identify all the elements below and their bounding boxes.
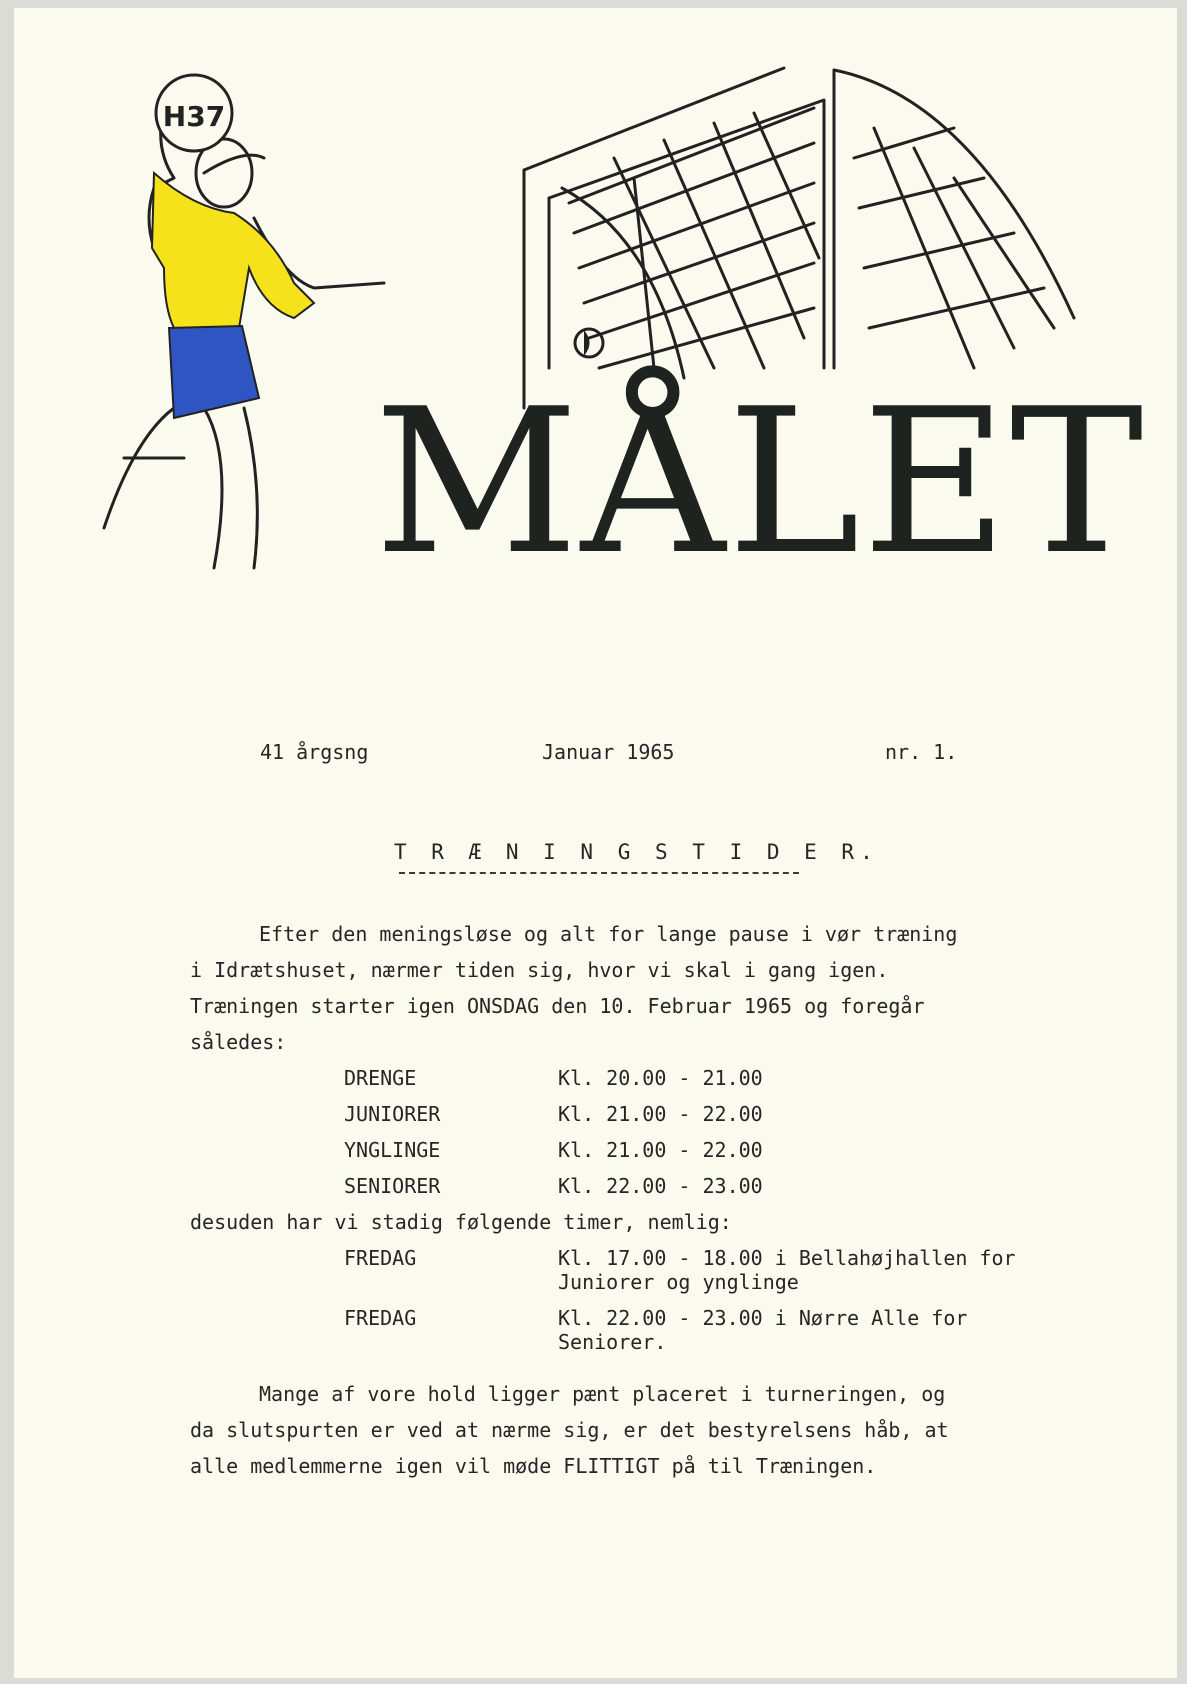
- schedule-group: JUNIORER: [344, 1102, 441, 1126]
- closing-line-1: Mange af vore hold ligger pænt placeret i turneringen, og: [259, 1382, 946, 1406]
- intro-line-3: Træningen starter igen ONSDAG den 10. Februar 1965 og foregår: [190, 994, 925, 1018]
- schedule-group: YNGLINGE: [344, 1138, 441, 1162]
- schedule-group: DRENGE: [344, 1066, 417, 1090]
- extra-time-line1: Kl. 22.00 - 23.00 i Nørre Alle for: [558, 1306, 968, 1330]
- schedule-group: SENIORER: [344, 1174, 441, 1198]
- intro-line-1: Efter den meningsløse og alt for lange pause i vør træning: [259, 922, 958, 946]
- extra-intro: desuden har vi stadig følgende timer, nemlig:: [190, 1210, 732, 1234]
- closing-line-3: alle medlemmerne igen vil møde FLITTIGT på til Træningen.: [190, 1454, 877, 1478]
- extra-time-line2: Juniorer og ynglinge: [558, 1270, 799, 1294]
- article-heading: T R Æ N I N G S T I D E R.: [394, 840, 879, 864]
- schedule-time: Kl. 20.00 - 21.00: [558, 1066, 763, 1090]
- newsletter-page: [14, 8, 1177, 1678]
- closing-line-2: da slutspurten er ved at nærme sig, er det bestyrelsens håb, at: [190, 1418, 949, 1442]
- schedule-time: Kl. 21.00 - 22.00: [558, 1138, 763, 1162]
- schedule-time: Kl. 21.00 - 22.00: [558, 1102, 763, 1126]
- extra-time-line2: Seniorer.: [558, 1330, 667, 1354]
- issue-number: nr. 1.: [885, 740, 958, 764]
- heading-underline: [399, 872, 799, 874]
- issue-date: Januar 1965: [542, 740, 675, 764]
- extra-day: FREDAG: [344, 1306, 417, 1330]
- masthead-title: MÅLET: [374, 366, 1146, 599]
- extra-day: FREDAG: [344, 1246, 417, 1270]
- ball-logo-text: H37: [162, 100, 226, 133]
- schedule-time: Kl. 22.00 - 23.00: [558, 1174, 763, 1198]
- intro-line-4: således:: [190, 1030, 287, 1054]
- issue-volume: 41 årgsng: [260, 740, 369, 764]
- extra-time-line1: Kl. 17.00 - 18.00 i Bellahøjhallen for: [558, 1246, 1016, 1270]
- intro-line-2: i Idrætshuset, nærmer tiden sig, hvor vi skal i gang igen.: [190, 958, 889, 982]
